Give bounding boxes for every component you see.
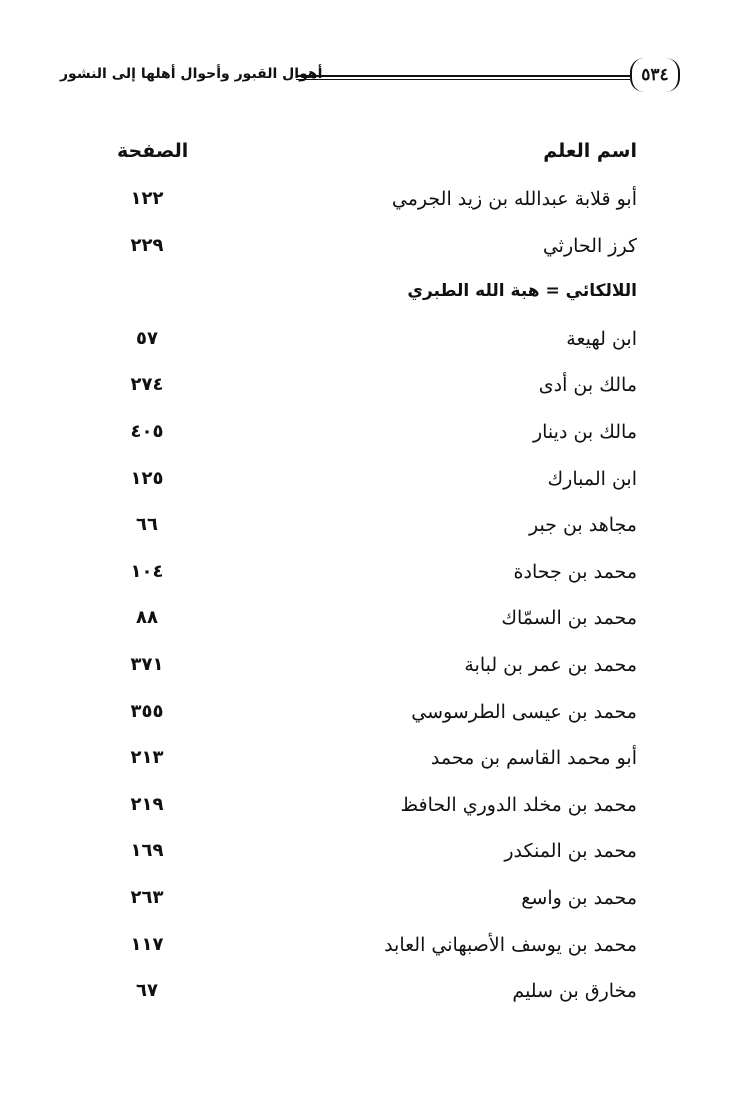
- entry-page: ٣٥٥: [130, 700, 164, 722]
- index-entry: [0, 741, 754, 788]
- entry-page: ١٦٩: [130, 840, 164, 862]
- entry-page: ٤٠٥: [130, 420, 164, 442]
- index-entry: [0, 555, 754, 602]
- entry-page: ١١٧: [130, 933, 164, 955]
- column-header-name: اسم العلم: [543, 140, 637, 162]
- index-entry: [0, 974, 754, 1021]
- index-entry: [0, 648, 754, 695]
- entry-name: محمد بن عيسى الطرسوسي: [411, 700, 637, 723]
- entry-name: محمد بن السمّاك: [501, 607, 637, 630]
- entry-name: محمد بن مخلد الدوري الحافظ: [400, 793, 637, 816]
- column-header-page: الصفحة: [117, 140, 189, 162]
- page-number: ٥٣٤: [630, 58, 680, 92]
- entry-name: محمد بن جحادة: [513, 560, 637, 583]
- entry-page: ٢١٣: [130, 747, 164, 769]
- entry-name: ابن المبارك: [547, 467, 637, 490]
- index-entry: [0, 601, 754, 648]
- header-title: أهوال القبور وأحوال أهلها إلى النشور: [60, 66, 323, 82]
- entry-page: ١٠٤: [130, 560, 164, 582]
- index-entry: [0, 695, 754, 742]
- entry-page: ١٢٥: [130, 467, 164, 489]
- index-entry: [0, 462, 754, 509]
- entry-name: ابن لهيعة: [566, 327, 637, 350]
- index-entry: [0, 834, 754, 881]
- entry-name: محمد بن المنكدر: [504, 840, 637, 863]
- entry-page: ٦٦: [136, 514, 158, 536]
- entry-name: مالك بن دينار: [532, 420, 637, 443]
- index-entry: [0, 881, 754, 928]
- running-header: [60, 58, 680, 98]
- entry-page: ٢٦٣: [130, 886, 164, 908]
- entry-page: ٣٧١: [130, 653, 164, 675]
- entry-page: ٥٧: [136, 327, 158, 349]
- index-entry: [0, 229, 754, 276]
- index-entry: [0, 368, 754, 415]
- header-rule: [296, 75, 630, 80]
- entry-name: اللالكائي = هبة الله الطبري: [407, 281, 637, 302]
- entry-name: أبو محمد القاسم بن محمد: [430, 747, 637, 770]
- entry-page: ٨٨: [136, 607, 158, 629]
- entry-name: مجاهد بن جبر: [528, 514, 637, 537]
- index-entry: [0, 275, 754, 322]
- entry-page: ٦٧: [136, 980, 158, 1002]
- index-list: [0, 182, 754, 1021]
- entry-page: ٢٢٩: [130, 234, 164, 256]
- index-entry: [0, 182, 754, 229]
- entry-page: ١٢٢: [130, 188, 164, 209]
- entry-name: كرز الحارثي: [542, 234, 637, 257]
- entry-page: ٢٧٤: [130, 374, 164, 396]
- index-entry: [0, 788, 754, 835]
- index-entry: [0, 415, 754, 462]
- entry-name: محمد بن واسع: [521, 886, 637, 909]
- entry-name: محمد بن عمر بن لبابة: [464, 653, 637, 676]
- entry-name: مخارق بن سليم: [512, 980, 637, 1003]
- entry-page: ٢١٩: [130, 793, 164, 815]
- index-entry: [0, 508, 754, 555]
- entry-name: مالك بن أدى: [538, 374, 637, 397]
- entry-name: أبو قلابة عبدالله بن زيد الجرمي: [391, 188, 637, 210]
- index-entry: [0, 322, 754, 369]
- entry-name: محمد بن يوسف الأصبهاني العابد: [384, 933, 637, 956]
- index-entry: [0, 928, 754, 975]
